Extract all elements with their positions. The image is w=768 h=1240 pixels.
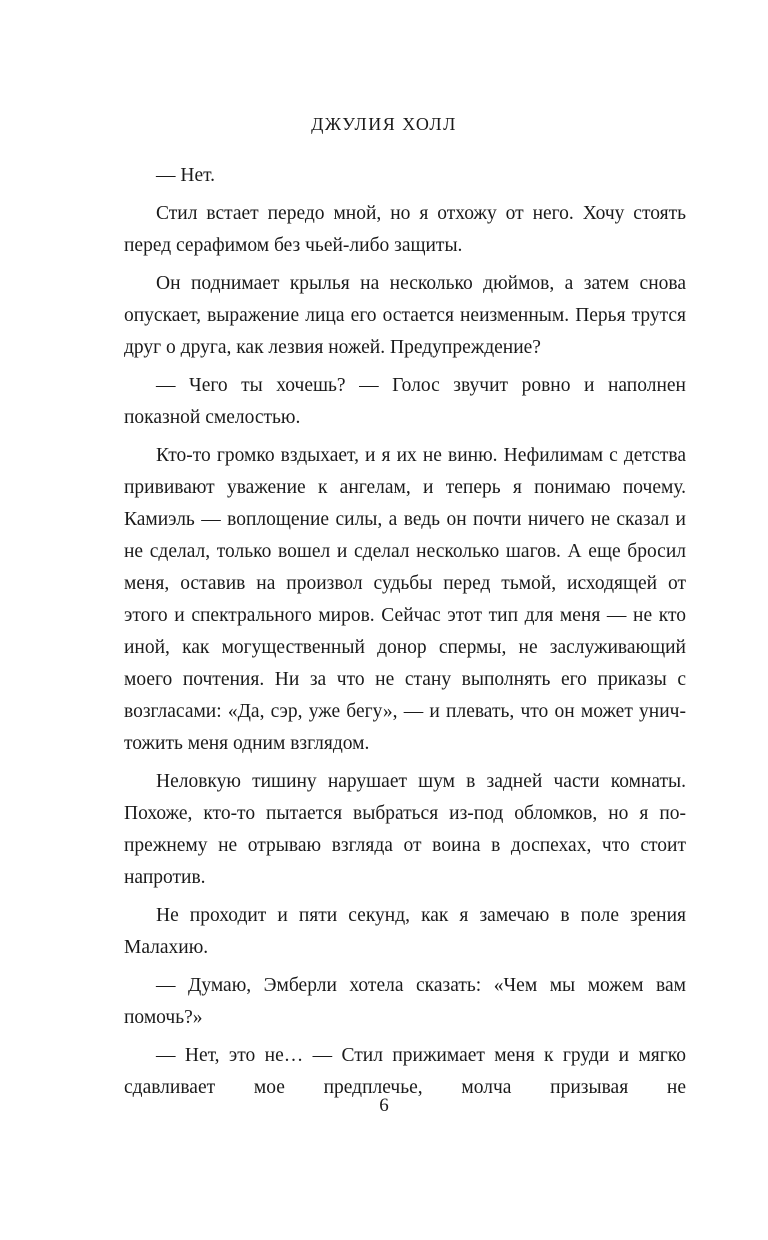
- paragraph: — Нет.: [156, 165, 216, 186]
- paragraph: — Нет, это не… — Стил прижимает меня к груди и мягко сдавливает мое предплечье, молча призывая не: [124, 1045, 686, 1098]
- running-head-author: ДЖУЛИЯ ХОЛЛ: [311, 114, 457, 134]
- paragraph: — Думаю, Эмберли хотела сказать: «Чем мы можем вам помочь?»: [124, 975, 686, 1028]
- main-text: [124, 160, 686, 1110]
- paragraph: Не проходит и пяти секунд, как я замечаю в поле зрения Малахию.: [124, 905, 686, 958]
- paragraph: Он поднимает крылья на несколько дюймов, а затем снова опускает, выражение лица его остается неизменным. Перья трутся друг о друга, как лезвия ножей. Предупреждение?: [124, 273, 686, 358]
- paragraph: — Чего ты хочешь? — Голос звучит ровно и наполнен показной смелостью.: [124, 375, 686, 428]
- paragraph: Стил встает передо мной, но я отхожу от него. Хочу стоять перед серафимом без чьей-либо защиты.: [124, 203, 686, 256]
- page-number: 6: [379, 1095, 389, 1116]
- paragraph: Неловкую тишину нарушает шум в задней части комнаты. Похоже, кто-то пытается выбраться из-под обломков, но я по-прежнему не отрываю взгляда от воина в доспехах, что стоит напротив.: [124, 771, 686, 888]
- paragraph: Кто-то громко вздыхает, и я их не виню. Нефилимам с детства прививают уважение к ангелам, и теперь я понимаю почему. Камиэль — воплощение силы, а ведь он почти ничего не сказал и не сделал, только вошел и сделал несколько шагов. А еще бросил меня, оставив на произвол судьбы перед тьмой, исходящей от этого и спектрального миров. Сейчас этот тип для меня — не кто иной, как могущественный донор спермы, не заслуживающий моего почтения. Ни за что не стану выполнять его приказы с возгласами: «Да, сэр, уже бегу», — и плевать, что он может уничтожить меня одним взглядом.: [124, 445, 686, 754]
